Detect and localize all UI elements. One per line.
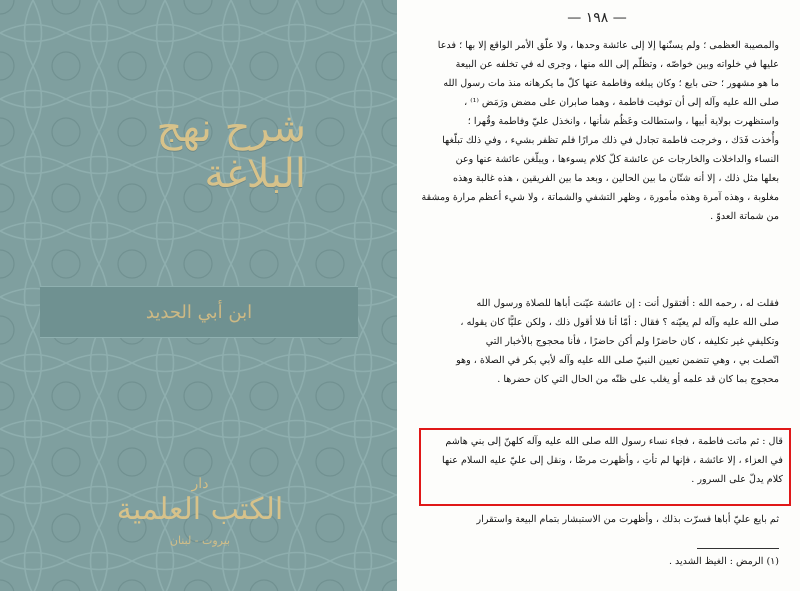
text-line: بعلها مثل ذلك ، إلا أنه شتّان ما بين الحالين ، وبعد ما بين الفريقين ، هذه غالبة وهذه xyxy=(453,173,779,184)
text-line: قال : ثم ماتت فاطمة ، فجاء نساء رسول الله صلى الله عليه وآله كلهنّ إلى بني هاشم xyxy=(445,436,783,447)
text-line: ما هو مشهور ؛ حتى بايع ؛ وكان يبلغه وفاطمة عنها كلّ ما يكرهانه منذ مات رسول الله xyxy=(443,78,779,89)
paragraph-4 xyxy=(419,510,779,529)
text-line: وتكليفي غير تكليفه ، كان حاضرًا ولم أكن حاضرًا ، فأنا محجوج بالأخبار التي xyxy=(485,336,779,347)
cover-publisher: الكتب العلمية xyxy=(116,492,284,527)
text-line: مغلوبة ، وهذه آمرة وهذه مأمورة ، وظهر التشفي والشماتة ، ولا شيء أعظم مرارة ومشقة xyxy=(421,192,779,203)
highlighted-paragraph xyxy=(427,432,783,489)
cover-title: شرح نهج البلاغة xyxy=(156,105,306,197)
text-line: النساء والداخلات والخارجات عن عائشة كلّ كلام يسوءها ، ويبلّغن عائشة عنها وعن xyxy=(455,154,779,165)
cover-author: ابن أبي الحديد xyxy=(40,286,358,338)
text-line: فقلت له ، رحمه الله : أفتقول أنت : إن عائشة عيّنت أباها للصلاة ورسول الله xyxy=(476,298,779,309)
scanned-page xyxy=(397,0,800,591)
cover-publisher-city: بيروت - لبنان xyxy=(169,534,231,547)
cover-publisher-top: دار xyxy=(191,476,209,492)
text-line: اتّصلت بي ، وهي تتضمن تعيين النبيّ صلى الله عليه وآله لأبي بكر في الصلاة ، وهو xyxy=(456,355,779,366)
text-line: عليها في خلواته وبين خواصّه ، وتظلّم إلى الله منها ، وجرى له في تخلفه عن البيعة xyxy=(455,59,779,70)
text-line: من شماتة العدوّ . xyxy=(710,211,779,222)
book-cover xyxy=(0,0,397,591)
text-line: محجوج بما كان قد علمه أو يغلب على ظنّه من الحال التي كان حضرها . xyxy=(497,374,779,385)
text-line: كلام يدلّ على السرور . xyxy=(691,474,783,485)
footnote-divider xyxy=(697,548,779,549)
text-line: ثم بايع عليّ أباها فسرّت بذلك ، وأظهرت من الاستبشار بتمام البيعة واستقرار xyxy=(476,514,779,525)
paragraph-1 xyxy=(419,36,779,226)
paragraph-2 xyxy=(419,294,779,389)
text-line: صلى الله عليه وآله لم يعيّنه ؟ فقال : أمّا أنا فلا أقول ذلك ، ولكن عليًّا كان يقوله ، xyxy=(460,317,779,328)
page-number: — ١٩٨ — xyxy=(567,10,627,26)
text-line: واستظهرت بولاية أبيها ، واستطالت وعَظُم شأنها ، وانخذل عليّ وفاطمة وقُهرا ؛ xyxy=(467,116,779,127)
text-line: في العزاء ، إلا عائشة ، فإنها لم تأتِ ، وأظهرت مرضًا ، ونقل إلى عليّ عليه السلام عنها xyxy=(442,455,783,466)
text-line: والمصيبة العظمى ؛ ولم يسنّنها إلا إلى عائشة وحدها ، ولا علّق الأمر الواقع إلا بها ؛ فدعا xyxy=(437,40,779,51)
text-line: وأُخذت فَدَك ، وخرجت فاطمة تجادل في ذلك مرارًا فلم تظفر بشيء ، وفي ذلك تبلّغها xyxy=(442,135,779,146)
footnote: (١) الرمض : الغيظ الشديد . xyxy=(669,556,779,567)
text-line: صلى الله عليه وآله إلى أن توفيت فاطمة ، وهما صابران على مضض ورَمَض ⁽¹⁾ ، xyxy=(464,97,779,108)
